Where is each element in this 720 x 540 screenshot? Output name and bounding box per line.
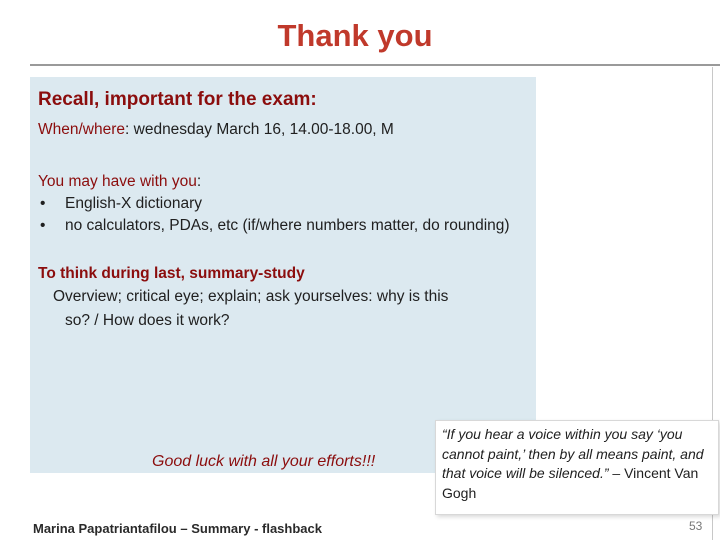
study-label: To think during last, summary-study	[38, 265, 305, 282]
when-where-value: : wednesday March 16, 14.00-18.00, M	[125, 121, 394, 138]
good-luck-message: Good luck with all your efforts!!!	[152, 453, 376, 470]
when-where-line	[38, 119, 528, 141]
when-where-label: When/where	[38, 121, 126, 138]
title-divider	[30, 64, 720, 66]
list-item-text: no calculators, PDAs, etc (if/where numbers matter, do rounding)	[65, 217, 510, 234]
list-item-text: English-X dictionary	[65, 195, 202, 212]
bullet-icon: •	[40, 217, 46, 234]
panel-content	[38, 83, 528, 333]
exam-info-panel	[30, 77, 536, 473]
materials-colon: :	[196, 173, 202, 190]
materials-list	[38, 193, 528, 237]
quote-box	[435, 420, 719, 515]
quote-body: “If you hear a voice within you say ‘you cannot paint,’ then by all means paint, and that voice will be silenced.” –	[442, 426, 704, 481]
study-description	[38, 285, 528, 333]
study-line-1: Overview; critical eye; explain; ask yourselves: why is this	[53, 288, 449, 305]
panel-heading: Recall, important for the exam:	[38, 89, 317, 110]
quote-author: Vincent Van Gogh	[442, 465, 699, 501]
bullet-icon: •	[40, 195, 46, 212]
list-item	[38, 215, 528, 237]
slide-title: Thank you	[277, 18, 433, 53]
materials-line	[38, 171, 528, 193]
list-item	[38, 193, 528, 215]
page-number: 53	[689, 519, 703, 533]
materials-label: You may have with you	[38, 173, 197, 190]
footer-author: Marina Papatriantafilou – Summary - flashback	[33, 521, 322, 536]
study-line-2: so? / How does it work?	[65, 312, 230, 329]
quote-text	[442, 425, 716, 503]
